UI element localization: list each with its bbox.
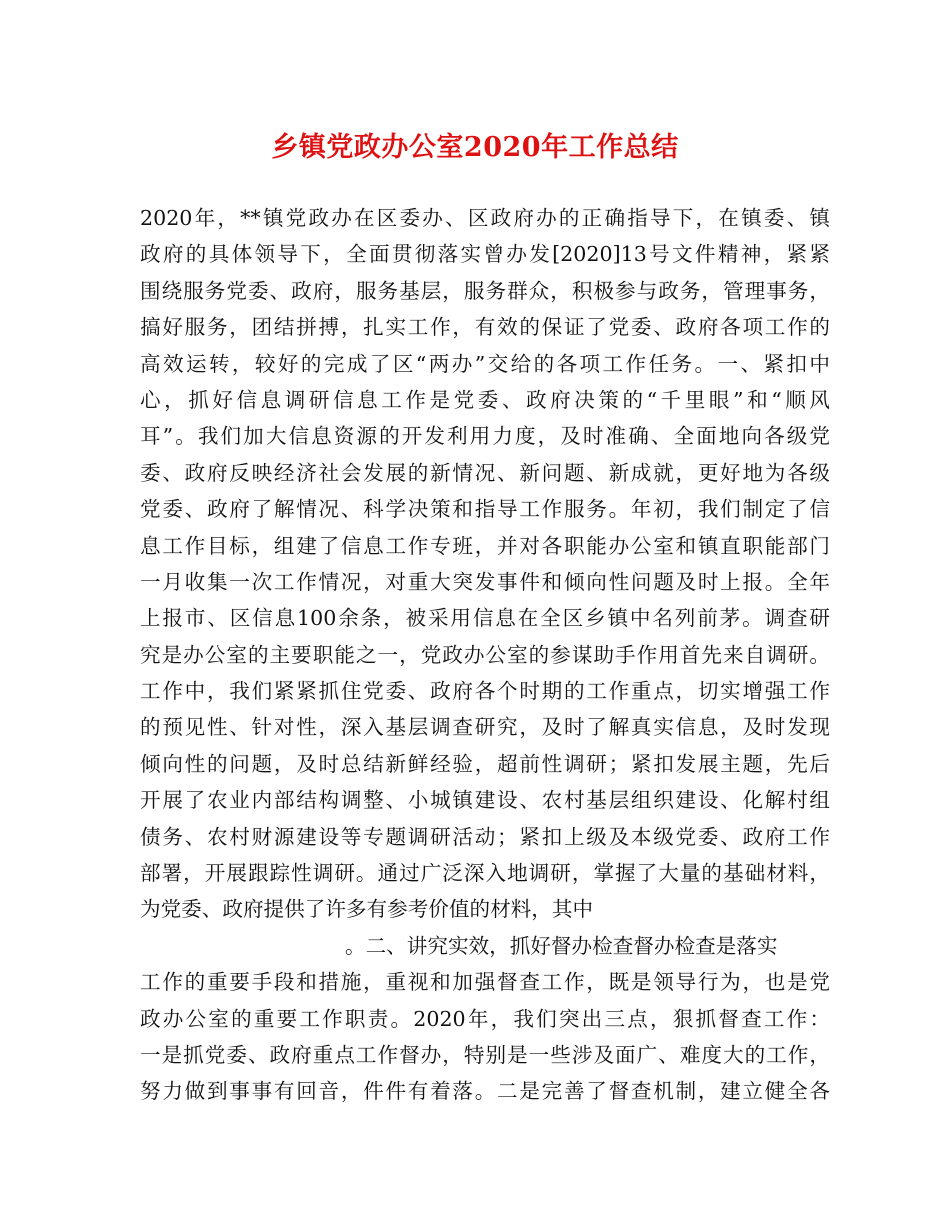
document-title: 乡镇党政办公室2020年工作总结 bbox=[271, 132, 679, 163]
body-line: 倾向性的问题，及时总结新鲜经验，超前性调研；紧扣发展主题，先后 bbox=[140, 751, 830, 776]
body-line: 一是抓党委、政府重点工作督办，特别是一些涉及面广、难度大的工作， bbox=[140, 1042, 830, 1067]
body-line: 。二、讲究实效，抓好督办检查督办检查是落实 bbox=[345, 933, 778, 958]
body-line: 的预见性、针对性，深入基层调查研究，及时了解真实信息，及时发现 bbox=[140, 715, 830, 740]
body-line: 政办公室的重要工作职责。2020年，我们突出三点，狠抓督查工作： bbox=[140, 1006, 830, 1031]
body-line: 委、政府反映经济社会发展的新情况、新问题、新成就，更好地为各级 bbox=[140, 460, 830, 485]
body-line: 究是办公室的主要职能之一，党政办公室的参谋助手作用首先来自调研。 bbox=[140, 642, 830, 667]
body-line: 高效运转，较好的完成了区“两办”交给的各项工作任务。一、紧扣中 bbox=[140, 351, 830, 376]
body-line: 上报市、区信息100余条，被采用信息在全区乡镇中名列前茅。调查研 bbox=[140, 606, 830, 631]
body-line: 2020年，**镇党政办在区委办、区政府办的正确指导下，在镇委、镇 bbox=[140, 206, 830, 230]
body-line: 债务、农村财源建设等专题调研活动；紧扣上级及本级党委、政府工作 bbox=[140, 824, 830, 849]
body-line: 一月收集一次工作情况，对重大突发事件和倾向性问题及时上报。全年 bbox=[140, 569, 830, 594]
body-line: 努力做到事事有回音，件件有着落。二是完善了督查机制，建立健全各 bbox=[140, 1079, 830, 1104]
body-line: 开展了农业内部结构调整、小城镇建设、农村基层组织建设、化解村组 bbox=[140, 788, 830, 813]
body-line: 为党委、政府提供了许多有参考价值的材料，其中 bbox=[140, 897, 594, 922]
document-body bbox=[140, 200, 830, 1110]
body-line: 息工作目标，组建了信息工作专班，并对各职能办公室和镇直职能部门 bbox=[140, 533, 830, 558]
body-line: 工作的重要手段和措施，重视和加强督查工作，既是领导行为，也是党 bbox=[140, 970, 830, 995]
body-line: 围绕服务党委、政府，服务基层，服务群众，积极参与政务，管理事务， bbox=[140, 278, 830, 303]
body-line: 工作中，我们紧紧抓住党委、政府各个时期的工作重点，切实增强工作 bbox=[140, 679, 830, 704]
body-line: 政府的具体领导下，全面贯彻落实曾办发[2020]13号文件精神，紧紧 bbox=[140, 242, 830, 267]
body-line: 党委、政府了解情况、科学决策和指导工作服务。年初，我们制定了信 bbox=[140, 497, 830, 522]
body-line: 耳”。我们加大信息资源的开发利用力度，及时准确、全面地向各级党 bbox=[140, 424, 830, 449]
body-line: 心，抓好信息调研信息工作是党委、政府决策的“千里眼”和“顺风 bbox=[140, 387, 830, 412]
body-line: 搞好服务，团结拼搏，扎实工作，有效的保证了党委、政府各项工作的 bbox=[140, 315, 830, 340]
body-line: 部署，开展跟踪性调研。通过广泛深入地调研，掌握了大量的基础材料， bbox=[140, 861, 830, 886]
